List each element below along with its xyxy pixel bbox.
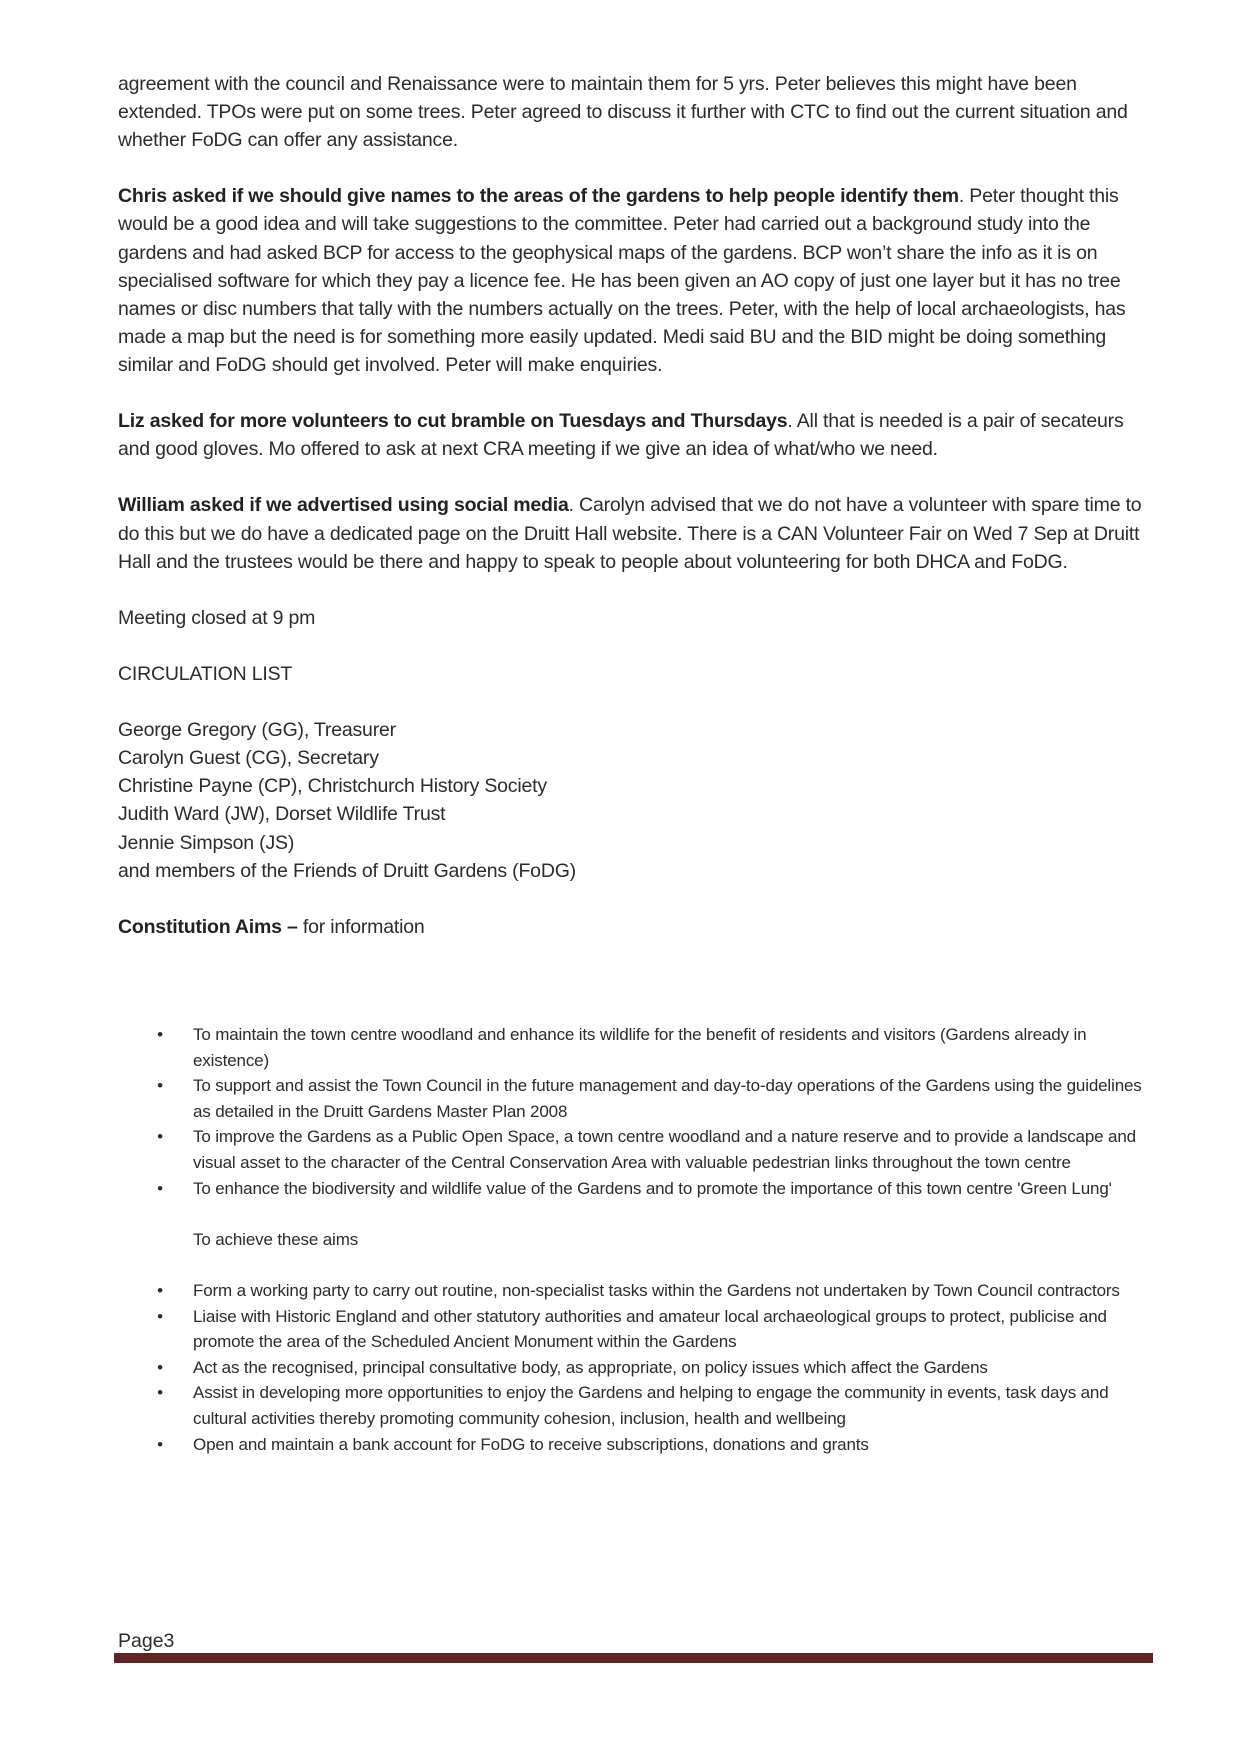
bullet-icon: • (157, 1306, 163, 1326)
spacer (118, 379, 1148, 407)
circulation-member: George Gregory (GG), Treasurer (118, 719, 396, 742)
paragraph-garden-names (118, 182, 1148, 379)
spacer (118, 885, 1148, 913)
question-heading: Liz asked for more volunteers to cut bramble on Tuesdays and Thursdays (118, 410, 788, 433)
aim-text: To maintain the town centre woodland and enhance its wildlife for the benefit of residents and visitors (Gardens already in existence) (193, 1025, 1087, 1070)
minutes-body (118, 70, 1148, 941)
constitution-heading-bold: Constitution Aims – (118, 915, 298, 938)
aim-text: To support and assist the Town Council in the future management and day-to-day operations of the Gardens using the guidelines as detailed in the Druitt Gardens Master Plan 2008 (193, 1076, 1142, 1121)
circulation-member: Jennie Simpson (JS) (118, 831, 295, 854)
spacer (118, 463, 1148, 491)
paragraph-text: . All that is needed is a pair of secateurs and good gloves. Mo offered to ask at next CRA meeting if we give an idea of what/who we need. (118, 410, 1124, 461)
action-item (118, 1304, 1158, 1355)
action-item (118, 1355, 1158, 1381)
paragraph-social-media (118, 491, 1148, 575)
action-text: Assist in developing more opportunities to enjoy the Gardens and helping to engage the community in events, task days and cultural activities thereby promoting community cohesion, inclusion, health and wellbeing (193, 1383, 1109, 1428)
spacer (118, 1252, 1158, 1278)
bullet-icon: • (157, 1280, 163, 1300)
bullet-icon: • (157, 1357, 163, 1377)
circulation-member: Christine Payne (CP), Christchurch History Society (118, 775, 547, 798)
constitution-heading-rest: for information (297, 915, 425, 938)
spacer (118, 154, 1148, 182)
action-text: Open and maintain a bank account for FoDG to receive subscriptions, donations and grants (193, 1434, 869, 1454)
aims-list (118, 1022, 1158, 1201)
aim-text: To improve the Gardens as a Public Open Space, a town centre woodland and a nature reserve and to provide a landscape and visual asset to the character of the Central Conservation Area with valuable pedestrian links throughout the town centre (193, 1127, 1136, 1172)
spacer (118, 1201, 1158, 1227)
bullet-icon: • (157, 1025, 163, 1044)
footer-rule (114, 1653, 1153, 1663)
action-item (118, 1380, 1158, 1431)
aim-item (118, 1176, 1158, 1202)
action-text: Act as the recognised, principal consultative body, as appropriate, on policy issues which affect the Gardens (193, 1357, 988, 1377)
bullet-icon: • (157, 1383, 163, 1403)
spacer (118, 688, 1148, 716)
circulation-member: Judith Ward (JW), Dorset Wildlife Trust (118, 803, 446, 826)
paragraph-volunteers-bramble (118, 407, 1148, 463)
page-number: Page3 (118, 1630, 175, 1652)
circulation-member: and members of the Friends of Druitt Gardens (FoDG) (118, 859, 576, 882)
paragraph-trees-agreement: agreement with the council and Renaissance were to maintain them for 5 yrs. Peter believes this might have been extended. TPOs were put on some trees. Peter agreed to discuss it further with CTC to find out the current situation and whether FoDG can offer any assistance. (118, 73, 1128, 152)
circulation-list (118, 716, 1148, 885)
question-heading: William asked if we advertised using social media (118, 494, 569, 517)
achieve-aims-label: To achieve these aims (193, 1229, 359, 1249)
aim-item (118, 1124, 1158, 1175)
spacer (118, 632, 1148, 660)
circulation-heading: CIRCULATION LIST (118, 662, 293, 685)
aim-text: To enhance the biodiversity and wildlife value of the Gardens and to promote the importance of this town centre 'Green Lung' (193, 1178, 1112, 1198)
meeting-closed-note: Meeting closed at 9 pm (118, 606, 316, 629)
paragraph-text: . Carolyn advised that we do not have a volunteer with spare time to do this but we do have a dedicated page on the Druitt Hall website. There is a CAN Volunteer Fair on Wed 7 Sep at Druitt Hall and the trustees would be there and happy to speak to people about volunteering for both DHCA and FoDG. (118, 494, 1142, 573)
aim-item (118, 1022, 1158, 1073)
bullet-icon: • (157, 1178, 163, 1198)
spacer (118, 576, 1148, 604)
action-text: Form a working party to carry out routine, non-specialist tasks within the Gardens not undertaken by Town Council contractors (193, 1280, 1120, 1300)
bullet-icon: • (157, 1127, 163, 1147)
circulation-member: Carolyn Guest (CG), Secretary (118, 747, 379, 770)
constitution-heading (118, 913, 1148, 941)
aim-item (118, 1073, 1158, 1124)
constitution-aims (118, 1022, 1158, 1457)
action-text: Liaise with Historic England and other statutory authorities and amateur local archaeological groups to protect, publicise and promote the area of the Scheduled Ancient Monument within the Gardens (193, 1306, 1107, 1352)
bullet-icon: • (157, 1434, 163, 1454)
actions-list (118, 1278, 1158, 1457)
action-item (118, 1432, 1158, 1458)
bullet-icon: • (157, 1076, 163, 1096)
paragraph-text: . Peter thought this would be a good idea and will take suggestions to the committee. Peter had carried out a background study into the gardens and had asked BCP for access to the geophysical maps of the gardens. BCP won’t share the info as it is on specialised software for which they pay a licence fee. He has been given an AO copy of just one layer but it has no tree names or disc numbers that tally with the numbers actually on the trees. Peter, with the help of local archaeologists, has made a map but the need is for something more easily updated. Medi said BU and the BID might be doing something similar and FoDG should get involved. Peter will make enquiries. (118, 185, 1126, 376)
question-heading: Chris asked if we should give names to the areas of the gardens to help people identify them (118, 185, 959, 208)
action-item (118, 1278, 1158, 1304)
